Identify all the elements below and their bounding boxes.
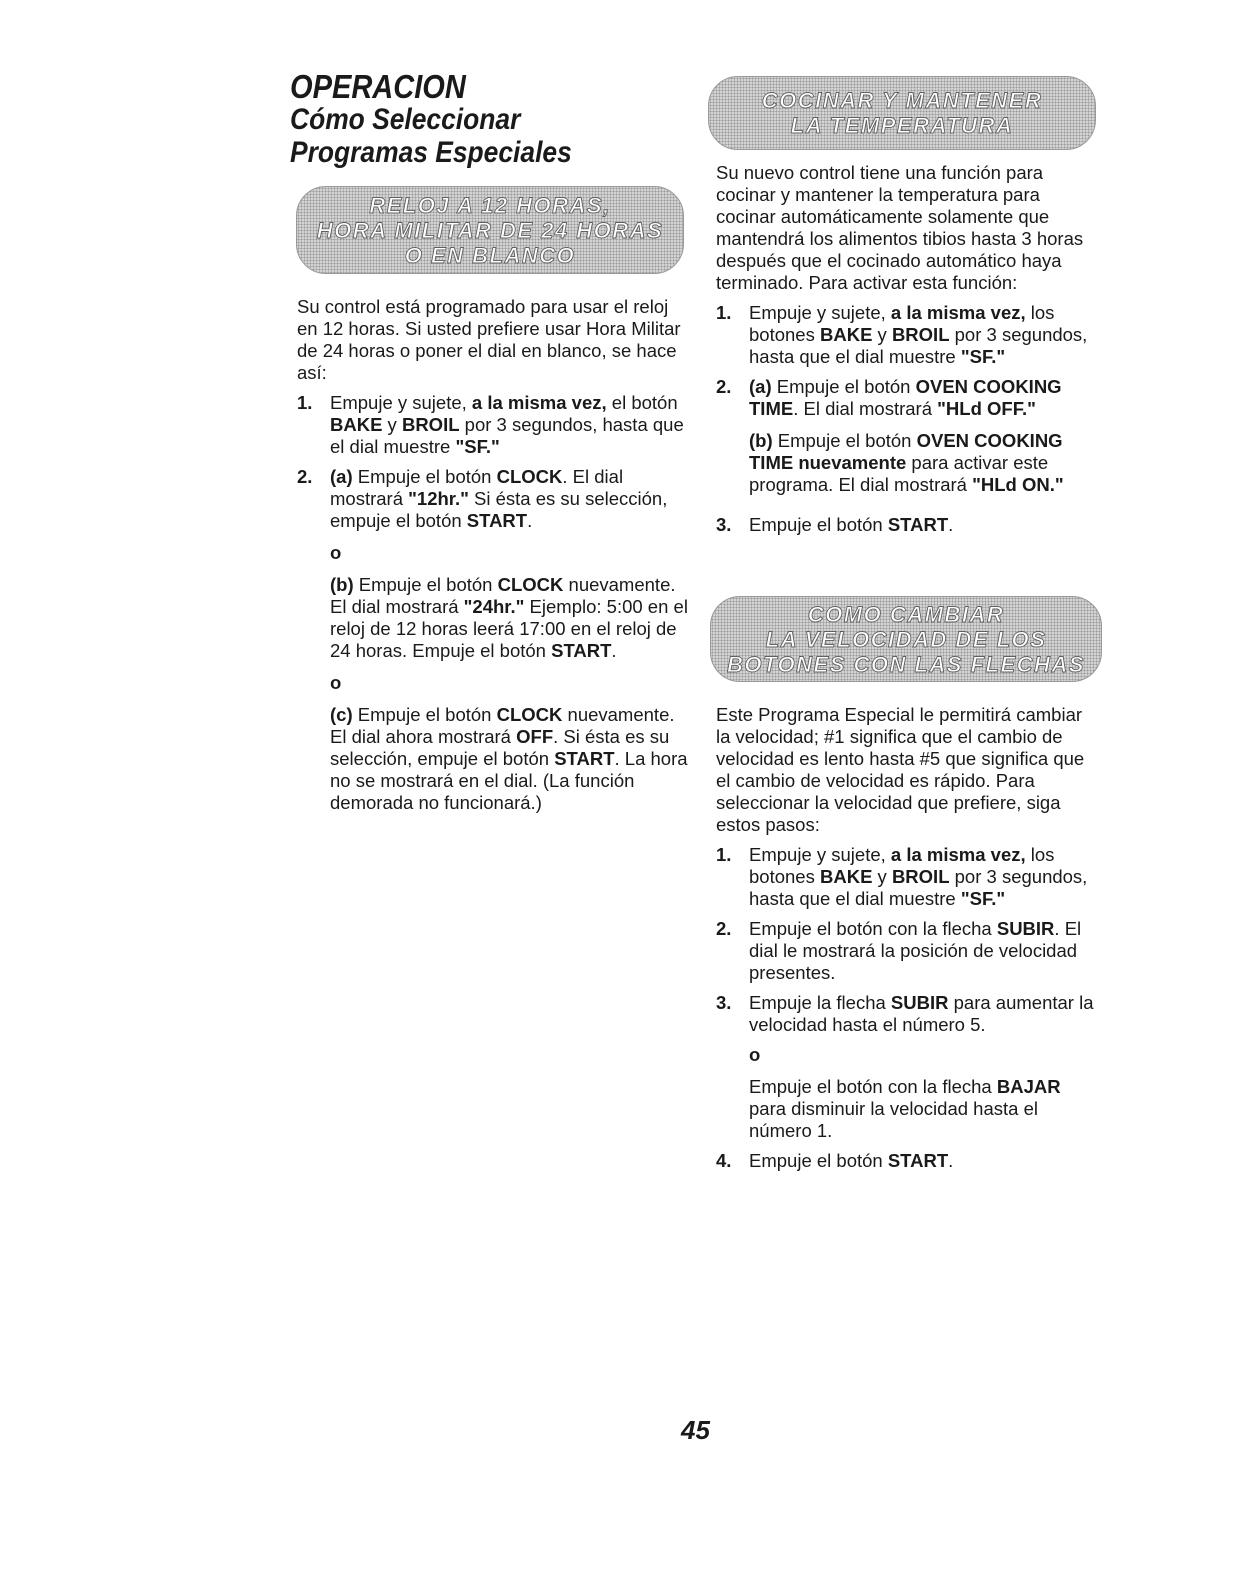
clock-intro: Su control está programado para usar el reloj en 12 horas. Si usted prefiere usar Hora Militar de 24 horas o poner el dial en blanco, se hace así: — [297, 296, 681, 383]
hold-step-1 — [716, 302, 1101, 368]
speed-section — [716, 704, 1101, 1180]
banner-hold-line2: LA TEMPERATURA — [790, 113, 1014, 138]
section-banner-clock — [296, 186, 684, 274]
step-text: Empuje el botón START. — [749, 514, 954, 535]
step-body — [330, 466, 692, 824]
hold-section — [716, 162, 1101, 544]
banner-hold-line1: COCINAR Y MANTENER — [761, 88, 1043, 113]
speed-step-4 — [716, 1150, 1101, 1172]
banner-speed-line2: LA VELOCIDAD DE LOS — [765, 626, 1047, 652]
step-number: 1. — [716, 844, 732, 865]
step-text: Empuje y sujete, a la misma vez, el botón BAKE y BROIL por 3 segundos, hasta que el dial muestre "SF." — [330, 392, 684, 457]
or-separator: o — [749, 1044, 761, 1065]
or-separator: o — [330, 542, 342, 563]
clock-section — [297, 296, 692, 832]
step-text: Empuje el botón con la flecha SUBIR. El dial le mostrará la posición de velocidad presentes. — [749, 918, 1082, 983]
step-number: 1. — [297, 392, 313, 413]
speed-step-1 — [716, 844, 1101, 910]
page-subtitle-line2: Programas Especiales — [290, 136, 572, 169]
banner-clock-line1: RELOJ A 12 HORAS, — [369, 192, 611, 218]
step-text: Empuje el botón START. — [749, 1150, 954, 1171]
clock-option-c: (c) Empuje el botón CLOCK nuevamente. El dial ahora mostrará OFF. Si ésta es su selección, empuje el botón START. La hora no se mostrará en el dial. (La función demorada no funcionará.) — [330, 704, 688, 813]
step-text: Empuje y sujete, a la misma vez, los botones BAKE y BROIL por 3 segundos, hasta que el dial muestre "SF." — [749, 844, 1088, 909]
step-body — [749, 376, 1101, 506]
page-heading — [290, 70, 690, 169]
step-number: 4. — [716, 1150, 732, 1171]
section-banner-hold — [708, 76, 1096, 150]
hold-option-b: (b) Empuje el botón OVEN COOKING TIME nuevamente para activar este programa. El dial mostrará "HLd ON." — [749, 430, 1064, 495]
step-number: 2. — [716, 376, 732, 397]
or-separator: o — [330, 672, 342, 693]
speed-step-3 — [716, 992, 1101, 1036]
clock-option-a: (a) Empuje el botón CLOCK. El dial mostrará "12hr." Si ésta es su selección, empuje el botón START. — [330, 466, 668, 531]
banner-clock-line3: O EN BLANCO — [404, 242, 576, 268]
step-number: 3. — [716, 514, 732, 535]
step-text: Empuje la flecha SUBIR para aumentar la velocidad hasta el número 5. — [749, 992, 1094, 1035]
banner-speed-line3: BOTONES CON LAS FLECHAS — [726, 651, 1085, 677]
banner-speed-line1: COMO CAMBIAR — [807, 601, 1005, 627]
section-banner-speed — [710, 596, 1102, 682]
page-title: OPERACION — [290, 68, 466, 105]
page-subtitle-line1: Cómo Seleccionar — [290, 103, 521, 136]
step-number: 2. — [716, 918, 732, 939]
hold-step-3 — [716, 514, 1101, 536]
step-number: 2. — [297, 466, 313, 487]
speed-intro: Este Programa Especial le permitirá cambiar la velocidad; #1 significa que el cambio de velocidad es lento hasta #5 que significa que el cambio de velocidad es rápido. Para seleccionar la velocidad que prefiere, siga estos pasos: — [716, 704, 1085, 835]
clock-option-b: (b) Empuje el botón CLOCK nuevamente. El dial mostrará "24hr." Ejemplo: 5:00 en el reloj de 12 horas leerá 17:00 en el reloj de 24 horas. Empuje el botón START. — [330, 574, 688, 661]
page-number: 45 — [681, 1415, 710, 1445]
step-number: 1. — [716, 302, 732, 323]
clock-step-2 — [297, 466, 692, 824]
step-number: 3. — [716, 992, 732, 1013]
clock-step-1 — [297, 392, 692, 458]
banner-clock-line2: HORA MILITAR DE 24 HORAS — [316, 217, 664, 243]
step-text: Empuje el botón con la flecha BAJAR para disminuir la velocidad hasta el número 1. — [749, 1076, 1061, 1141]
hold-intro: Su nuevo control tiene una función para cocinar y mantener la temperatura para cocinar automáticamente solamente que mantendrá los alimentos tibios hasta 3 horas después que el cocinado automático haya terminado. Para activar esta función: — [716, 162, 1084, 293]
speed-step-3-alternative — [716, 1076, 1101, 1142]
speed-step-2 — [716, 918, 1101, 984]
hold-option-a: (a) Empuje el botón OVEN COOKING TIME. El dial mostrará "HLd OFF." — [749, 376, 1062, 419]
hold-step-2 — [716, 376, 1101, 506]
step-text: Empuje y sujete, a la misma vez, los botones BAKE y BROIL por 3 segundos, hasta que el dial muestre "SF." — [749, 302, 1088, 367]
